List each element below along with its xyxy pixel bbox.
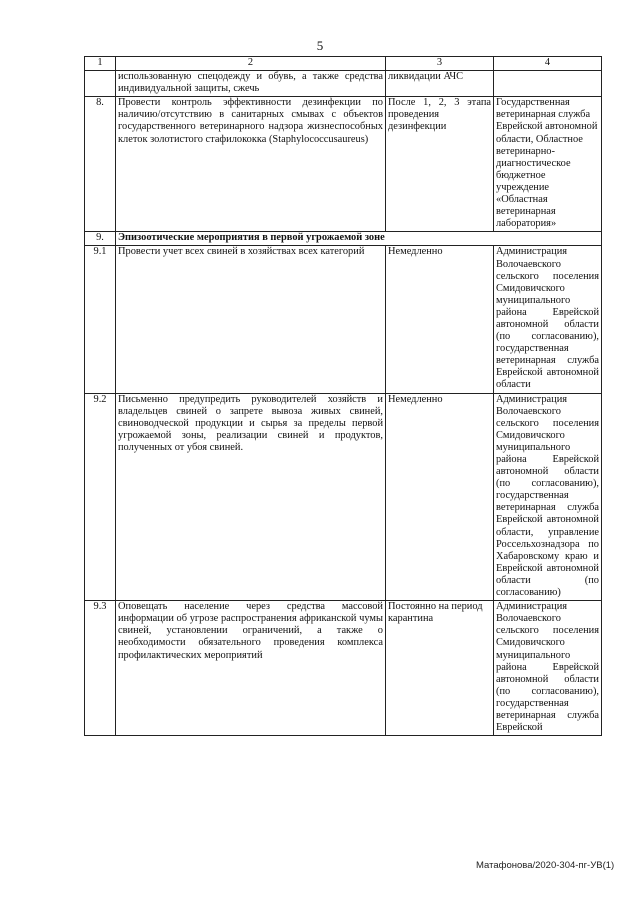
section-row [85,232,602,246]
row-term: Постоянно на период карантина [386,601,494,736]
row-term: После 1, 2, 3 этапа проведения дезинфекции [386,97,494,232]
section-title: Эпизоотические мероприятия в первой угрожаемой зоне [116,232,602,246]
table-header-row [85,57,602,71]
row-action: Оповещать население через средства массовой информации об угрозе распространения африканской чумы свиней, установлении ограничений, а также о необходимости обязательного проведения комплекса профилактических мероприятий [116,601,386,736]
row-term: Немедленно [386,393,494,601]
section-number: 9. [85,232,116,246]
row-responsible: Администрация Волочаевского сельского поселения Смидовичского муниципального района Еврейской автономной области (по согласованию), государственная ветеринарная служба Еврейской [494,601,602,736]
row-action: Провести учет всех свиней в хозяйствах всех категорий [116,246,386,393]
row-action: Провести контроль эффективности дезинфекции по наличию/отсутствию в санитарных смывах с объектов государственного ветеринарного надзора жизнеспособных клеток золотистого стафилококка (Staphylococcusaureus) [116,97,386,232]
measures-table [84,56,602,736]
row-number: 9.2 [85,393,116,601]
table-row [85,97,602,232]
row-responsible: Администрация Волочаевского сельского поселения Смидовичского муниципального района Еврейской автономной области (по согласованию), государственная ветеринарная служба Еврейской автономной области, управление Россельхознадзора по Хабаровскому краю и Еврейской автономной области (по согласованию) [494,393,602,601]
header-cell: 3 [386,57,494,71]
row-responsible: Государственная ветеринарная служба Еврейской автономной области, Областное ветеринарно-диагностическое бюджетное учреждение «Областная ветеринарная лаборатория» [494,97,602,232]
row-responsible: Администрация Волочаевского сельского поселения Смидовичского муниципального района Еврейской автономной области (по согласованию), государственная ветеринарная служба Еврейской автономной области [494,246,602,393]
header-cell: 4 [494,57,602,71]
document-footer-code: Матафонова/2020-304-пг-УВ(1) [476,860,615,871]
row-number: 8. [85,97,116,232]
table-row [85,71,602,97]
row-term: ликвидации АЧС [386,71,494,97]
row-action: Письменно предупредить руководителей хозяйств и владельцев свиней о запрете вывоза живых свиней, свиноводческой продукции и сырья за пределы первой угрожаемой зоны, реализации свиней и продуктов, полученных от убоя свиней. [116,393,386,601]
table-row [85,601,602,736]
row-term: Немедленно [386,246,494,393]
header-cell: 2 [116,57,386,71]
header-cell: 1 [85,57,116,71]
table-row [85,393,602,601]
row-number: 9.3 [85,601,116,736]
row-action: использованную спецодежду и обувь, а также средства индивидуальной защиты, сжечь [116,71,386,97]
table-row [85,246,602,393]
row-responsible [494,71,602,97]
row-number: 9.1 [85,246,116,393]
page-number: 5 [316,38,324,53]
row-number [85,71,116,97]
